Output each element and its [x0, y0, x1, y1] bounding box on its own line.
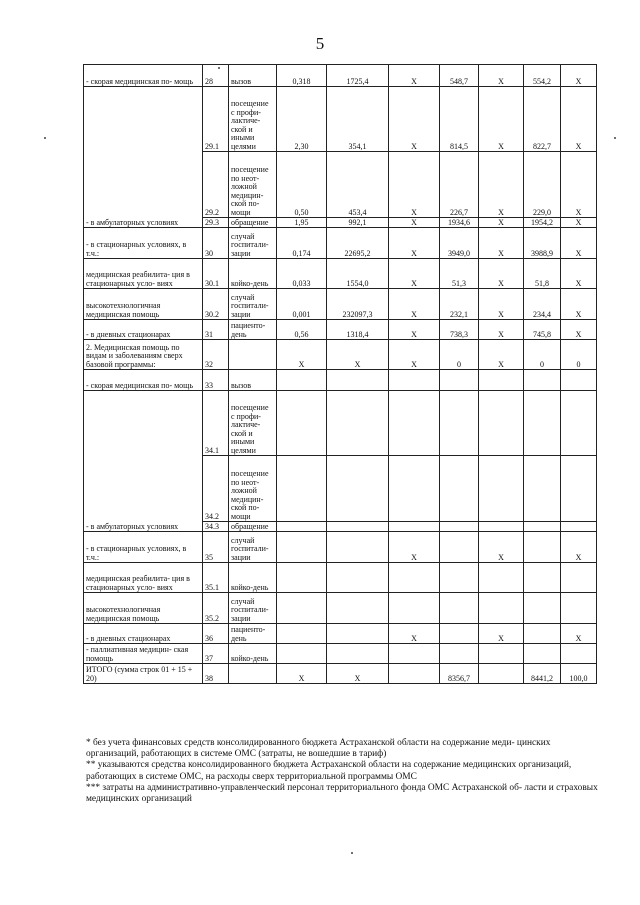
row-number: 33 — [203, 370, 229, 391]
value-cell: X — [277, 340, 327, 370]
value-cell: 1725,4 — [327, 65, 389, 87]
value-cell — [440, 532, 479, 563]
value-cell — [327, 532, 389, 563]
table-row — [84, 532, 597, 563]
row-label: ИТОГО (сумма строк 01 + 15 + 20) — [84, 664, 203, 684]
table-row — [84, 624, 597, 644]
value-cell — [524, 391, 561, 456]
value-cell — [277, 563, 327, 593]
value-cell: 822,7 — [524, 87, 561, 152]
value-cell — [277, 532, 327, 563]
value-cell: 0,033 — [277, 259, 327, 289]
unit-of-measure: пациенто- день — [229, 320, 277, 340]
unit-of-measure: вызов — [229, 65, 277, 87]
value-cell: 0 — [561, 340, 597, 370]
value-cell — [524, 563, 561, 593]
value-cell — [479, 563, 524, 593]
value-cell: X — [389, 289, 440, 320]
value-cell: 453,4 — [327, 152, 389, 218]
value-cell — [440, 593, 479, 624]
row-number: 30.2 — [203, 289, 229, 320]
row-label: высокотехнологичная медицинская помощь — [84, 593, 203, 624]
value-cell: 100,0 — [561, 664, 597, 684]
value-cell: X — [389, 320, 440, 340]
value-cell — [389, 370, 440, 391]
value-cell: 232,1 — [440, 289, 479, 320]
value-cell: 0,001 — [277, 289, 327, 320]
value-cell: X — [389, 340, 440, 370]
unit-of-measure: случай госпитали- зации — [229, 593, 277, 624]
value-cell: 745,8 — [524, 320, 561, 340]
value-cell — [524, 522, 561, 532]
unit-of-measure: посещение с профи- лактиче- ской и иными целями — [229, 87, 277, 152]
value-cell — [277, 522, 327, 532]
scan-speck — [44, 137, 46, 139]
value-cell: X — [479, 532, 524, 563]
value-cell — [479, 370, 524, 391]
value-cell: X — [327, 340, 389, 370]
value-cell — [561, 456, 597, 522]
value-cell: 814,5 — [440, 87, 479, 152]
table-row — [84, 65, 597, 87]
unit-of-measure: койко-день — [229, 644, 277, 664]
row-label: медицинская реабилита- ция в стационарных усло- виях — [84, 259, 203, 289]
unit-of-measure: случай госпитали- зации — [229, 228, 277, 259]
value-cell: X — [479, 87, 524, 152]
value-cell: 232097,3 — [327, 289, 389, 320]
value-cell — [389, 563, 440, 593]
row-number: 36 — [203, 624, 229, 644]
value-cell — [277, 370, 327, 391]
value-cell — [389, 644, 440, 664]
value-cell: 8356,7 — [440, 664, 479, 684]
row-label: - паллиативная медицин- ская помощь — [84, 644, 203, 664]
unit-of-measure: вызов — [229, 370, 277, 391]
row-number: 35.2 — [203, 593, 229, 624]
footnote: * без учета финансовых средств консолидированного бюджета Астраханской области на содержание меди- цинских организаций, работающих в системе ОМС (затраты, не вошедшие в тариф) — [86, 738, 551, 760]
value-cell — [440, 522, 479, 532]
row-number: 30.1 — [203, 259, 229, 289]
value-cell — [277, 593, 327, 624]
table-row — [84, 391, 597, 456]
value-cell: 0,318 — [277, 65, 327, 87]
value-cell: X — [479, 289, 524, 320]
value-cell: 1934,6 — [440, 218, 479, 228]
value-cell — [327, 624, 389, 644]
value-cell: 992,1 — [327, 218, 389, 228]
value-cell: X — [389, 532, 440, 563]
value-cell: X — [561, 65, 597, 87]
value-cell: X — [561, 320, 597, 340]
value-cell — [479, 664, 524, 684]
value-cell: X — [561, 218, 597, 228]
value-cell: X — [561, 532, 597, 563]
value-cell — [561, 644, 597, 664]
page-number: 5 — [315, 34, 325, 53]
value-cell: X — [561, 228, 597, 259]
value-cell: 0,56 — [277, 320, 327, 340]
value-cell — [479, 522, 524, 532]
row-number: 29.1 — [203, 87, 229, 152]
unit-of-measure: койко-день — [229, 563, 277, 593]
row-label: высокотехнологичная медицинская помощь — [84, 289, 203, 320]
value-cell: 1318,4 — [327, 320, 389, 340]
value-cell: 738,3 — [440, 320, 479, 340]
scan-speck — [351, 852, 353, 854]
value-cell: X — [561, 289, 597, 320]
value-cell — [327, 456, 389, 522]
row-number: 38 — [203, 664, 229, 684]
value-cell: 2,30 — [277, 87, 327, 152]
value-cell — [524, 370, 561, 391]
value-cell — [389, 391, 440, 456]
value-cell: 8441,2 — [524, 664, 561, 684]
value-cell: X — [479, 624, 524, 644]
unit-of-measure: случай госпитали- зации — [229, 289, 277, 320]
row-label: - в амбулаторных условиях — [84, 391, 203, 532]
table-row — [84, 644, 597, 664]
value-cell — [524, 532, 561, 563]
row-number: 29.3 — [203, 218, 229, 228]
value-cell — [277, 456, 327, 522]
value-cell — [277, 391, 327, 456]
row-label: - скорая медицинская по- мощь — [84, 65, 203, 87]
value-cell — [561, 391, 597, 456]
value-cell: X — [561, 624, 597, 644]
row-number: 35 — [203, 532, 229, 563]
scan-speck — [614, 137, 616, 139]
table-row — [84, 340, 597, 370]
value-cell — [440, 624, 479, 644]
unit-of-measure: посещение по неот- ложной медицин- ской по- мощи — [229, 456, 277, 522]
unit-of-measure: посещение с профи- лактиче- ской и иными целями — [229, 391, 277, 456]
value-cell: 51,8 — [524, 259, 561, 289]
row-number: 34.1 — [203, 391, 229, 456]
value-cell — [524, 644, 561, 664]
table-row — [84, 370, 597, 391]
value-cell — [561, 370, 597, 391]
value-cell — [561, 563, 597, 593]
value-cell — [440, 370, 479, 391]
table-body — [84, 65, 597, 684]
value-cell: X — [479, 152, 524, 218]
value-cell: 1954,2 — [524, 218, 561, 228]
value-cell: X — [479, 320, 524, 340]
unit-of-measure: обращение — [229, 522, 277, 532]
value-cell: X — [561, 87, 597, 152]
value-cell: 234,4 — [524, 289, 561, 320]
value-cell: 0,174 — [277, 228, 327, 259]
value-cell: 548,7 — [440, 65, 479, 87]
value-cell — [389, 522, 440, 532]
value-cell: X — [277, 664, 327, 684]
footnote: ** указываются средства консолидированного бюджета Астраханской области на содержание медицинских организаций, работающих в системе ОМС, на расходы сверх территориальной программы ОМС — [86, 760, 572, 782]
row-number: 37 — [203, 644, 229, 664]
value-cell — [440, 391, 479, 456]
value-cell — [389, 664, 440, 684]
value-cell — [277, 624, 327, 644]
value-cell: X — [561, 152, 597, 218]
value-cell — [389, 456, 440, 522]
value-cell — [327, 370, 389, 391]
value-cell — [524, 456, 561, 522]
value-cell — [389, 593, 440, 624]
value-cell — [479, 593, 524, 624]
value-cell: X — [389, 218, 440, 228]
value-cell: 1554,0 — [327, 259, 389, 289]
row-number: 29.2 — [203, 152, 229, 218]
table-row — [84, 228, 597, 259]
row-label: - в стационарных условиях, в т.ч.: — [84, 532, 203, 563]
value-cell — [277, 644, 327, 664]
value-cell — [561, 522, 597, 532]
value-cell — [479, 391, 524, 456]
unit-of-measure: пациенто- день — [229, 624, 277, 644]
value-cell — [524, 593, 561, 624]
value-cell — [440, 456, 479, 522]
value-cell — [327, 644, 389, 664]
value-cell: 51,3 — [440, 259, 479, 289]
row-number: 32 — [203, 340, 229, 370]
row-label: - скорая медицинская по- мощь — [84, 370, 203, 391]
value-cell — [524, 624, 561, 644]
unit-of-measure: обращение — [229, 218, 277, 228]
value-cell — [440, 644, 479, 664]
row-number: 35.1 — [203, 563, 229, 593]
row-label: - в амбулаторных условиях — [84, 87, 203, 228]
value-cell: 0 — [440, 340, 479, 370]
value-cell: X — [561, 259, 597, 289]
table-row — [84, 320, 597, 340]
value-cell: 354,1 — [327, 87, 389, 152]
value-cell — [440, 563, 479, 593]
value-cell: X — [389, 87, 440, 152]
value-cell: X — [389, 228, 440, 259]
value-cell: X — [389, 624, 440, 644]
value-cell — [327, 391, 389, 456]
row-number: 31 — [203, 320, 229, 340]
value-cell — [479, 456, 524, 522]
value-cell — [327, 522, 389, 532]
value-cell: X — [479, 259, 524, 289]
value-cell: X — [479, 228, 524, 259]
value-cell: 0,50 — [277, 152, 327, 218]
value-cell: 554,2 — [524, 65, 561, 87]
unit-of-measure: посещение по неот- ложной медицин- ской по- мощи — [229, 152, 277, 218]
table-row — [84, 563, 597, 593]
unit-of-measure — [229, 340, 277, 370]
table-row — [84, 259, 597, 289]
table-row — [84, 593, 597, 624]
row-label: - в стационарных условиях, в т.ч.: — [84, 228, 203, 259]
table-row — [84, 664, 597, 684]
value-cell: X — [479, 340, 524, 370]
row-number: 34.3 — [203, 522, 229, 532]
volumes-table — [83, 64, 597, 684]
value-cell — [561, 593, 597, 624]
row-label: - в дневных стационарах — [84, 624, 203, 644]
row-label: медицинская реабилита- ция в стационарных усло- виях — [84, 563, 203, 593]
unit-of-measure: случай госпитали- зации — [229, 532, 277, 563]
table-row — [84, 289, 597, 320]
value-cell — [327, 593, 389, 624]
value-cell: X — [479, 218, 524, 228]
value-cell: 229,0 — [524, 152, 561, 218]
row-label: - в дневных стационарах — [84, 320, 203, 340]
value-cell: X — [327, 664, 389, 684]
value-cell: 3988,9 — [524, 228, 561, 259]
value-cell: 1,95 — [277, 218, 327, 228]
value-cell: X — [389, 65, 440, 87]
value-cell: 226,7 — [440, 152, 479, 218]
value-cell: X — [389, 259, 440, 289]
value-cell: 22695,2 — [327, 228, 389, 259]
row-number: 30 — [203, 228, 229, 259]
value-cell: X — [479, 65, 524, 87]
table-row — [84, 87, 597, 152]
value-cell: 0 — [524, 340, 561, 370]
footnotes — [86, 738, 604, 805]
unit-of-measure: койко-день — [229, 259, 277, 289]
value-cell: X — [389, 152, 440, 218]
value-cell — [327, 563, 389, 593]
unit-of-measure — [229, 664, 277, 684]
value-cell: 3949,0 — [440, 228, 479, 259]
footnote: *** затраты на административно-управленческий персонал территориального фонда ОМС Астраханской об- ласти и страховых медицинских организаций — [86, 782, 598, 805]
row-label: 2. Медицинская помощь по видам и заболеваниям сверх базовой программы: — [84, 340, 203, 370]
value-cell — [479, 644, 524, 664]
row-number: 28 — [203, 65, 229, 87]
row-number: 34.2 — [203, 456, 229, 522]
